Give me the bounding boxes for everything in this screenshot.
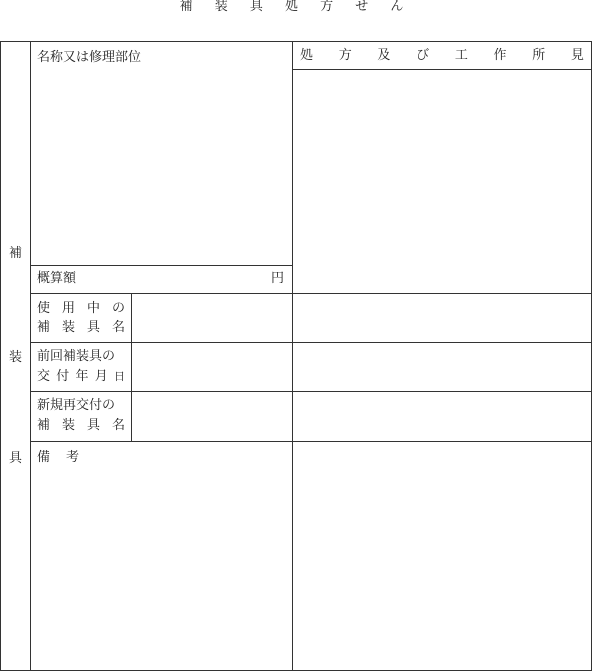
remarks-label [37, 450, 79, 466]
table-top-border [0, 41, 592, 42]
label-char: 補 [37, 320, 51, 335]
findings-char: 見 [570, 48, 584, 63]
findings-header-rule [292, 69, 592, 70]
estimate-unit: 円 [271, 271, 285, 286]
side-label-char-2: 装 [9, 350, 23, 365]
new-reissue-label-line-2 [37, 418, 125, 434]
side-label-char-1: 補 [9, 246, 23, 261]
remarks-char: 備 [37, 450, 51, 465]
label-char: 補 [37, 418, 51, 433]
side-column-rule [30, 41, 31, 671]
label-char: 月 [94, 369, 108, 384]
previous-label-line-1: 前回補装具の [37, 349, 116, 364]
findings-char: び [416, 48, 430, 63]
findings-header [300, 48, 584, 64]
center-column-rule [292, 41, 293, 671]
label-char: 中 [86, 301, 100, 316]
label-char: の [111, 301, 125, 316]
row-rule-3 [30, 391, 592, 392]
findings-char: 方 [338, 48, 352, 63]
label-char: 名 [111, 418, 125, 433]
table-left-border [0, 41, 1, 671]
label-char: 具 [86, 320, 100, 335]
findings-char: 作 [493, 48, 507, 63]
row-rule-4 [30, 441, 592, 442]
table-bottom-border [0, 670, 592, 671]
label-char: 交 [37, 369, 51, 384]
label-column-rule [131, 293, 132, 441]
in-use-label-line-2 [37, 320, 125, 336]
label-char: 具 [86, 418, 100, 433]
label-char: 装 [61, 418, 75, 433]
findings-char: 工 [454, 48, 468, 63]
new-reissue-label-line-1: 新規再交付の [37, 398, 116, 413]
label-char: 使 [37, 301, 51, 316]
label-char: 装 [61, 320, 75, 335]
side-label-char-3: 具 [9, 451, 23, 466]
remarks-char: 考 [66, 450, 80, 465]
label-char: 名 [111, 320, 125, 335]
row-rule-2 [30, 342, 592, 343]
label-char: 年 [75, 369, 89, 384]
findings-char: 及 [377, 48, 391, 63]
estimate-top-rule [30, 265, 293, 266]
page-title: 補 装 具 処 方 せ ん [179, 0, 413, 14]
estimate-label: 概算額 [37, 271, 77, 286]
label-char: 用 [61, 301, 75, 316]
findings-char: 処 [300, 48, 314, 63]
findings-char: 所 [532, 48, 546, 63]
in-use-label-line-1 [37, 301, 125, 317]
label-char: 付 [56, 369, 70, 384]
previous-label-line-2 [37, 369, 125, 385]
name-or-repair-part-label: 名称又は修理部位 [37, 50, 142, 65]
row-rule-1 [30, 293, 592, 294]
label-char: 日 [114, 370, 125, 383]
